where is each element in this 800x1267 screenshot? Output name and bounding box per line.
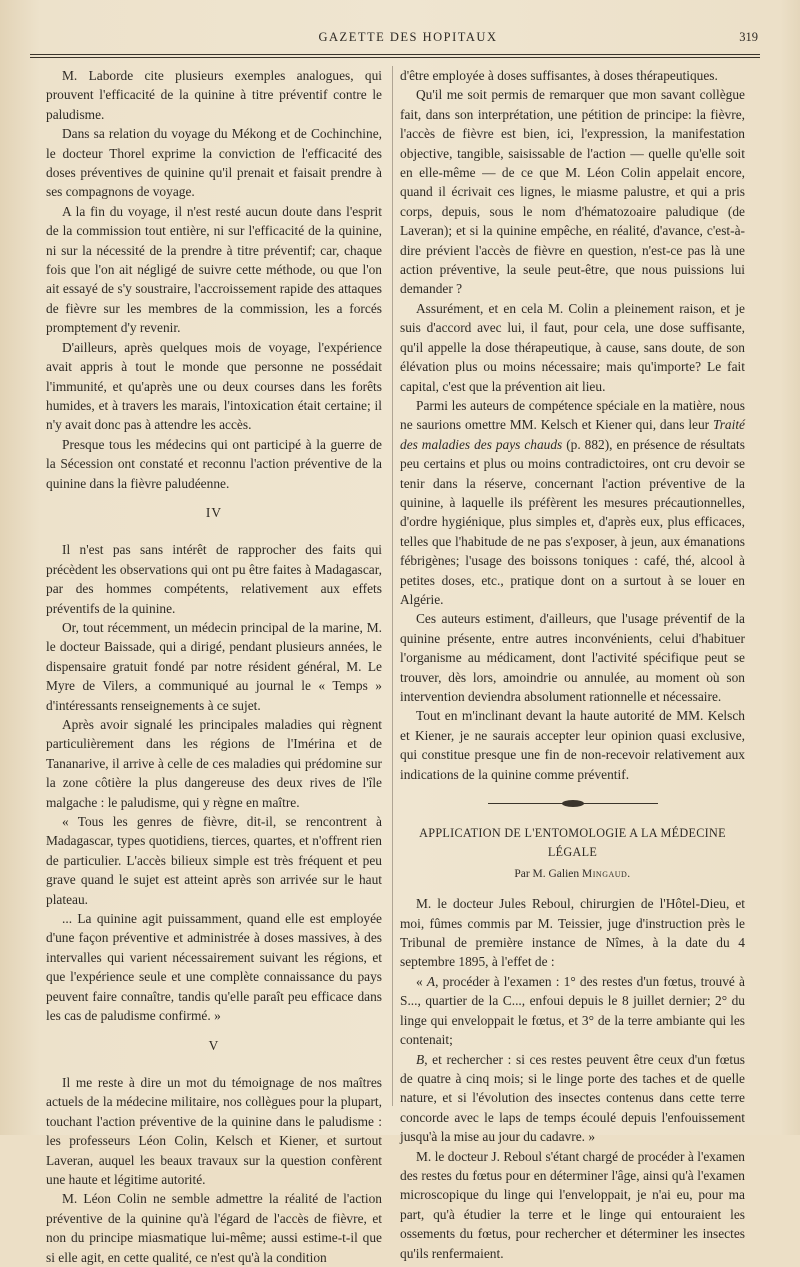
paragraph: M. le docteur J. Reboul s'étant chargé de procéder à l'examen des restes du fœtus pour en déterminer l'âge, ainsi qu'à l'examen microscopique du linge qui l'enveloppait, je n'ai eu, pour ma part, qu'à étudier la terre et le linge qui entouraient les ossements du fœtus, pour rechercher et déterminer les insectes qu'ils renfermaient. <box>400 1148 745 1261</box>
text-run: Parmi les auteurs de compétence spéciale en la matière, nous ne saurions omettre MM. Kelsch et Kiener qui, dans leur <box>400 397 745 433</box>
paragraph: M. le docteur Jules Reboul, chirurgien de l'Hôtel-Dieu, et moi, fûmes commis par M. Teissier, juge d'instruction près le Tribunal de première instance de Nîmes, à la date du 4 septembre 1895, à l'effet de : <box>400 896 745 970</box>
paragraph: Ces auteurs estiment, d'ailleurs, que l'usage préventif de la quinine présente, entre autres inconvénients, celui d'habituer l'organisme au médicament, dont l'activité spécifique peut se trouver, dès lors, amoindrie ou annulée, au moment où son intervention deviendra absolument rationnelle et nécessaire. <box>400 611 745 704</box>
paragraph: M. Léon Colin ne semble admettre la réalité de l'action préventive de la quinine qu'à l'égard de l'accès de fièvre, et non du principe miasmatique lui-même; aussi estime-t-il que si elle agit, en cette qualité, ce n'est qu'à la condition <box>46 1191 382 1265</box>
paragraph-kelsch <box>400 396 745 609</box>
divider-ornament <box>562 800 584 807</box>
text-run: (p. 882), en présence de résultats peu certains et plus ou moins contradictoires, ont cru devoir se tenir dans la réserve, concernant l'action préventive de la quinine, à laquelle ils préfèrent les mesures précautionnelles, d'ordre hygiénique, plus simples et, d'après eux, plus efficaces, telles que l'habitude de ne pas s'exposer, à jeun, aux émanations fébrigènes; l'usage des boissons toniques : café, thé, alcool à petites doses, etc., pratique dont on a surtout à se louer en Algérie. <box>400 436 745 607</box>
right-column <box>400 66 745 1263</box>
paragraph: Qu'il me soit permis de remarquer que mon savant collègue fait, dans son interprétation, une pétition de principe: la fièvre, l'accès de fièvre est bien, ici, l'expression, la manifestation objective, tangible, saisissable de l'action — quelle qu'elle soit en elle-même — de ce que M. Léon Colin appelait encore, quand il écrivait ces lignes, le miasme palustre, et qui a pris corps, depuis, sous le nom d'hématozoaire paludique (de Laveran); et si la quinine empêche, en réalité, d'avance, c'est-à-dire prévient l'accès de fièvre en question, n'est-ce pas là une action préventive, la seule peut-être, que nous puissions lui demander ? <box>400 87 745 297</box>
page-number: 319 <box>739 30 758 44</box>
paragraph: M. Laborde cite plusieurs exemples analogues, qui prouvent l'efficacité de la quinine à titre préventif contre le paludisme. <box>46 68 382 122</box>
paragraph: Il n'est pas sans intérêt de rapprocher des faits qui précèdent les observations qui ont pu être faites à Madagascar, par des hommes compétents, relativement aux effets préventifs de la quinine. <box>46 542 382 616</box>
section-heading-iv: IV <box>205 504 223 520</box>
paragraph: A la fin du voyage, il n'est resté aucun doute dans l'esprit de la commission tout entière, ni sur l'efficacité de la quinine, ni sur la nécessité de la prendre à titre préventif; car, chaque fois que l'on ait négligé de suivre cette méthode, ou que l'on ait essayé de s'y soustraire, l'accroissement rapide des attaques de fièvre sur les membres de la commission, les a forcés promptement d'y revenir. <box>46 203 382 336</box>
ornamental-divider <box>488 800 658 808</box>
item-label: A <box>426 973 436 989</box>
paragraph: « Tous les genres de fièvre, dit-il, se rencontrent à Madagascar, types quotidiens, tierces, quartes, et n'offrent rien de particulier. L'accès bilieux simple est très fréquent et peu grave quand le sujet est atteint après son arrivée sur le haut plateau. <box>46 814 382 907</box>
header-rule-top <box>30 54 760 55</box>
item-text: , procéder à l'examen : 1° des restes d'un fœtus, trouvé à S..., quartier de la C..., enfoui depuis le 8 juillet dernier; 2° du linge qui enveloppait le fœtus, et 3° de la terre ambiante qui les contenait; <box>400 973 745 1048</box>
article-title: APPLICATION DE L'ENTOMOLOGIE A LA MÉDECINE LÉGALE <box>419 826 726 860</box>
list-item-a: « A, procéder à l'examen : 1° des restes d'un fœtus, trouvé à S..., quartier de la C..., enfoui depuis le 8 juillet dernier; 2° du linge qui enveloppait le fœtus, et 3° de la terre ambiante qui les contenait; <box>400 973 745 1048</box>
paragraph: Assurément, et en cela M. Colin a pleinement raison, et je suis d'accord avec lui, il faut, pour cela, une dose suffisante, qu'il appelle la dose thérapeutique, à cause, sans doute, de son élévation plus ou moins nécessaire; mais qu'importe? Le fait capital, c'est que la prévention ait lieu. <box>400 300 745 394</box>
column-divider <box>392 66 393 1106</box>
paragraph: Il me reste à dire un mot du témoignage de nos maîtres actuels de la médecine militaire, nos collègues pour la plupart, touchant l'action préventive de la quinine dans le paludisme : les professeurs Léon Colin, Kelsch et Kiener, et surtout Laveran, auquel les beaux travaux sur la question confèrent une haute et légitime autorité. <box>46 1074 382 1187</box>
paragraph: Tout en m'inclinant devant la haute autorité de MM. Kelsch et Kiener, je ne saurais accepter leur opinion quasi exclusive, qui constitue presque une fin de non-recevoir relativement aux indications de la quinine comme préventif. <box>400 708 745 782</box>
item-text: , et rechercher : si ces restes peuvent être ceux d'un fœtus de quatre à cinq mois; si le linge porte des taches et de quelle nature, et si l'évolution des insectes contenus dans cette terre concorde avec le laps de temps écoulé depuis l'enfouissement jusqu'à la mise au jour du cadavre. » <box>400 1051 745 1145</box>
article-author <box>400 865 745 884</box>
paragraph: Dans sa relation du voyage du Mékong et de Cochinchine, le docteur Thorel exprime la conviction de l'efficacité des doses préventives de quinine qu'il prenait et faisait prendre à ses compagnons de voyage. <box>46 126 382 200</box>
paragraph: ... La quinine agit puissamment, quand elle est employée d'une façon préventive et administrée à doses massives, à des intervalles qui varient nécessairement suivant les régions, et que l'expérience seule et une complète connaissance du pays peuvent faire connaître, tandis qu'elle paraît peu efficace dans les cas de paludisme confirmé. » <box>46 911 382 1024</box>
header-rule-bottom <box>30 57 760 58</box>
paragraph: Après avoir signalé les principales maladies qui règnent particulièrement dans les régions de l'Imérina et de Tananarive, il arrive à celle de ces maladies qui prédomine sur la zone côtière la plus dangereuse des deux rives de l'île malgache : le paludisme, qui y règne en maître. <box>46 717 382 810</box>
section-heading-v: V <box>208 1037 220 1053</box>
item-label: B <box>416 1051 425 1067</box>
journal-title: GAZETTE DES HOPITAUX <box>318 30 498 44</box>
list-item-b <box>400 1050 745 1147</box>
paragraph: Presque tous les médecins qui ont participé à la guerre de la Sécession ont constaté et reconnu l'action préventive de la quinine dans la fièvre paludéenne. <box>46 436 382 491</box>
paragraph: D'ailleurs, après quelques mois de voyage, l'expérience avait appris à tout le monde que personne ne possédait l'immunité, et qu'après une ou deux courses dans les forêts humides, et à travers les marais, l'intoxication était certaine; il n'y avait donc pas à attendre les accès. <box>46 339 382 433</box>
paragraph: Or, tout récemment, un médecin principal de la marine, M. le docteur Baissade, qui a dirigé, pendant plusieurs années, le dispensaire gratuit fondé par notre résident général, M. Le Myre de Vilers, a communiqué au journal le « Temps » d'intéressants renseignements à ce sujet. <box>46 619 382 713</box>
page-header <box>58 30 758 50</box>
author-name: Mingaud. <box>582 867 631 880</box>
book-title: Traité des maladies des pays chauds <box>400 417 745 452</box>
paragraph-continuation: d'être employée à doses suffisantes, à doses thérapeutiques. <box>400 68 718 83</box>
author-prefix: Par M. Galien <box>514 867 583 880</box>
left-column <box>46 66 382 1267</box>
